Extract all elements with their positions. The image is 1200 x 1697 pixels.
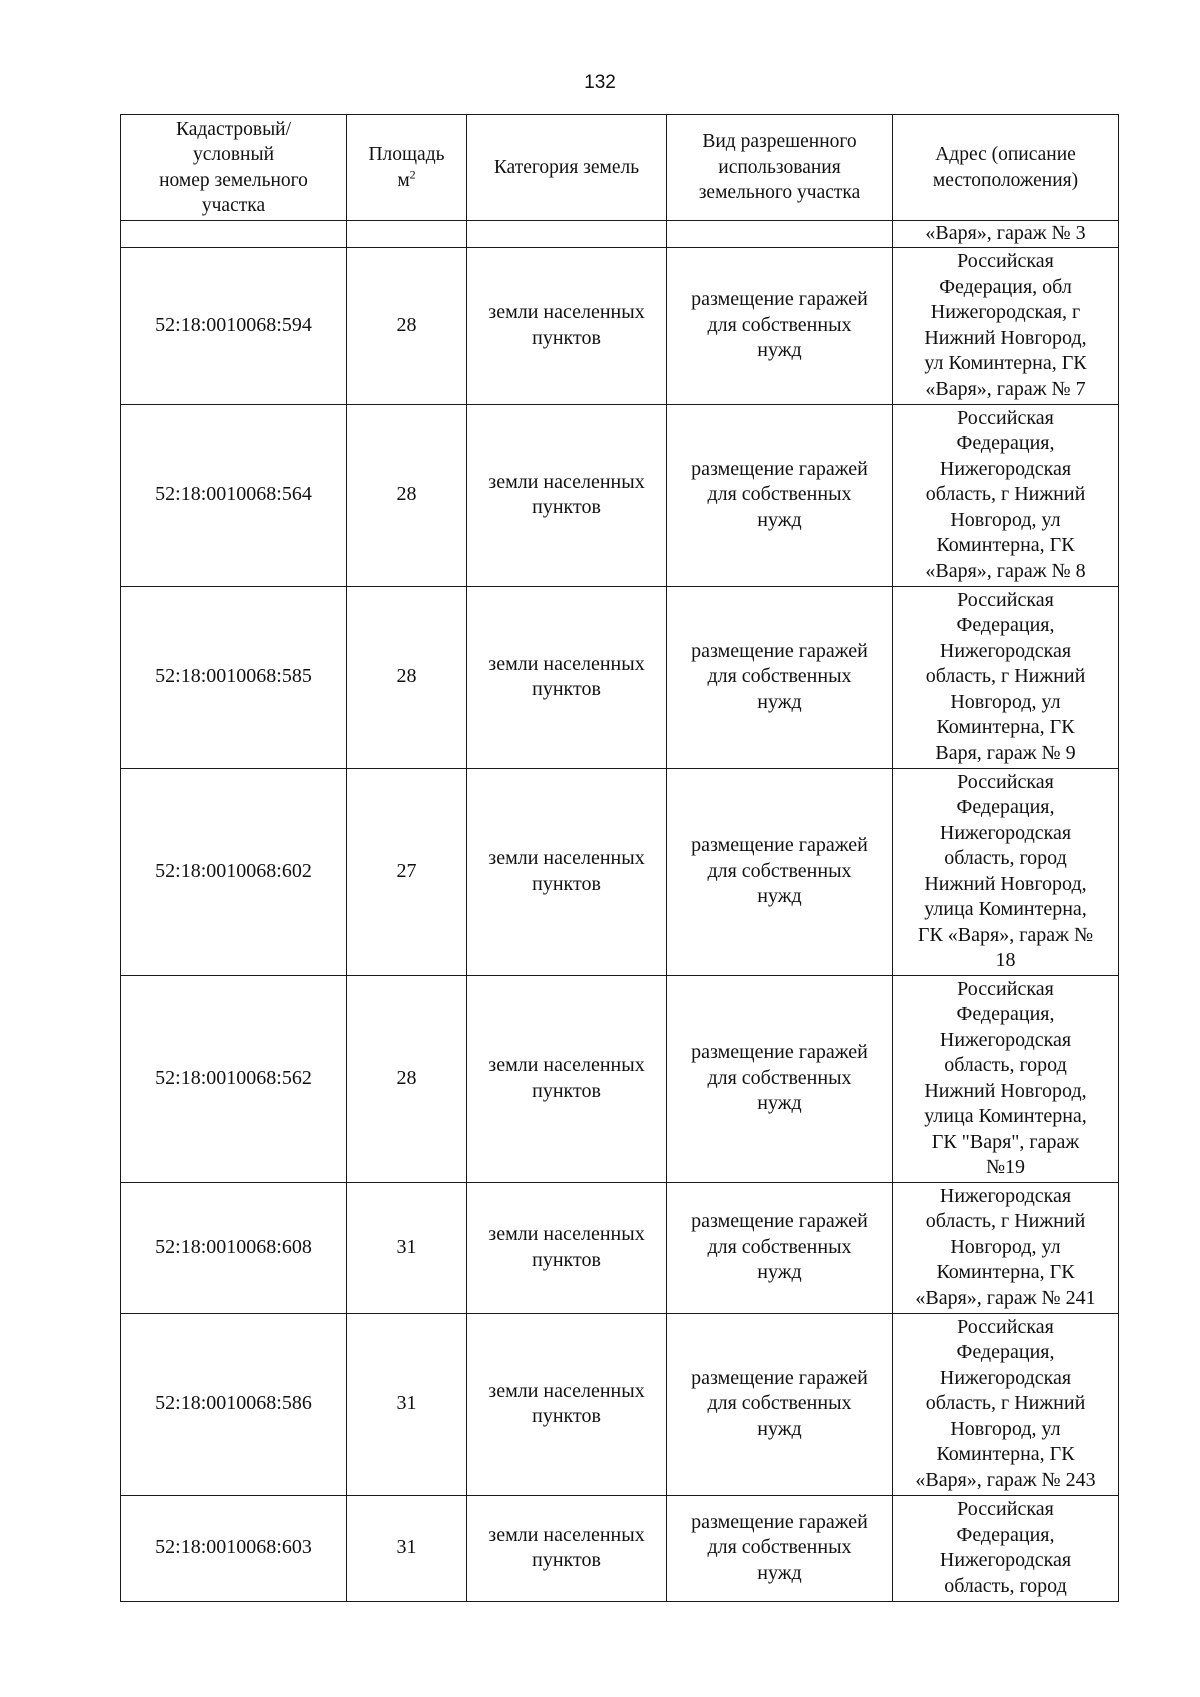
header-area: Площадь $м^2$ [347,115,467,221]
area-cell: 28 [347,586,467,768]
cadastral-cell: 52:18:0010068:562 [121,975,347,1182]
table-header-row [121,115,1119,221]
category-cell: земли населенных пунктов [467,404,667,586]
cadastral-cell [121,221,347,248]
address-cell: Российская Федерация, Нижегородская область, г Нижний Новгород, ул Коминтерна, ГК «Варя», гараж № 8 [893,404,1119,586]
address-cell: Российская Федерация, Нижегородская область, г Нижний Новгород, ул Коминтерна, ГК Варя, гараж № 9 [893,586,1119,768]
table-row-continuation [121,221,1119,248]
category-cell: земли населенных пунктов [467,1495,667,1601]
table-row [121,404,1119,586]
area-cell: 31 [347,1313,467,1495]
address-cell: Российская Федерация, Нижегородская область, город Нижний Новгород, улица Коминтерна, ГК «Варя», гараж № 18 [893,768,1119,975]
usage-cell: размещение гаражей для собственных нужд [667,1182,893,1313]
table-row [121,247,1119,404]
header-address: Адрес (описание местоположения) [893,115,1119,221]
area-cell: 28 [347,404,467,586]
cadastral-cell: 52:18:0010068:602 [121,768,347,975]
land-plots-table [120,114,1119,1602]
category-cell: земли населенных пунктов [467,1182,667,1313]
usage-cell: размещение гаражей для собственных нужд [667,1313,893,1495]
category-cell: земли населенных пунктов [467,586,667,768]
area-cell: 31 [347,1495,467,1601]
area-cell: 28 [347,247,467,404]
cadastral-cell: 52:18:0010068:603 [121,1495,347,1601]
area-cell: 27 [347,768,467,975]
area-cell: 31 [347,1182,467,1313]
header-permitted-use: Вид разрешенного использования земельного участка [667,115,893,221]
cadastral-cell: 52:18:0010068:608 [121,1182,347,1313]
usage-cell: размещение гаражей для собственных нужд [667,975,893,1182]
usage-cell [667,221,893,248]
table-row [121,586,1119,768]
address-cell: Российская Федерация, Нижегородская область, г Нижний Новгород, ул Коминтерна, ГК «Варя», гараж № 243 [893,1313,1119,1495]
area-cell: 28 [347,975,467,1182]
category-cell: земли населенных пунктов [467,247,667,404]
table-row [121,768,1119,975]
category-cell: земли населенных пунктов [467,975,667,1182]
category-cell: земли населенных пунктов [467,768,667,975]
header-land-category: Категория земель [467,115,667,221]
page-number: 132 [584,72,616,93]
table-row [121,1313,1119,1495]
address-cell: Российская Федерация, обл Нижегородская, г Нижний Новгород, ул Коминтерна, ГК «Варя», гараж № 7 [893,247,1119,404]
usage-cell: размещение гаражей для собственных нужд [667,1495,893,1601]
category-cell: земли населенных пунктов [467,1313,667,1495]
cadastral-cell: 52:18:0010068:594 [121,247,347,404]
address-cell: Российская Федерация, Нижегородская область, город Нижний Новгород, улица Коминтерна, ГК "Варя", гараж №19 [893,975,1119,1182]
usage-cell: размещение гаражей для собственных нужд [667,586,893,768]
table-row [121,1495,1119,1601]
area-cell [347,221,467,248]
cadastral-cell: 52:18:0010068:586 [121,1313,347,1495]
address-cell: Российская Федерация, Нижегородская область, город [893,1495,1119,1601]
header-cadastral-number: Кадастровый/ условный номер земельного участка [121,115,347,221]
table-row [121,1182,1119,1313]
table-row [121,975,1119,1182]
address-cell: Нижегородская область, г Нижний Новгород, ул Коминтерна, ГК «Варя», гараж № 241 [893,1182,1119,1313]
usage-cell: размещение гаражей для собственных нужд [667,768,893,975]
cadastral-cell: 52:18:0010068:564 [121,404,347,586]
address-cell: «Варя», гараж № 3 [893,221,1119,248]
usage-cell: размещение гаражей для собственных нужд [667,247,893,404]
category-cell [467,221,667,248]
usage-cell: размещение гаражей для собственных нужд [667,404,893,586]
cadastral-cell: 52:18:0010068:585 [121,586,347,768]
